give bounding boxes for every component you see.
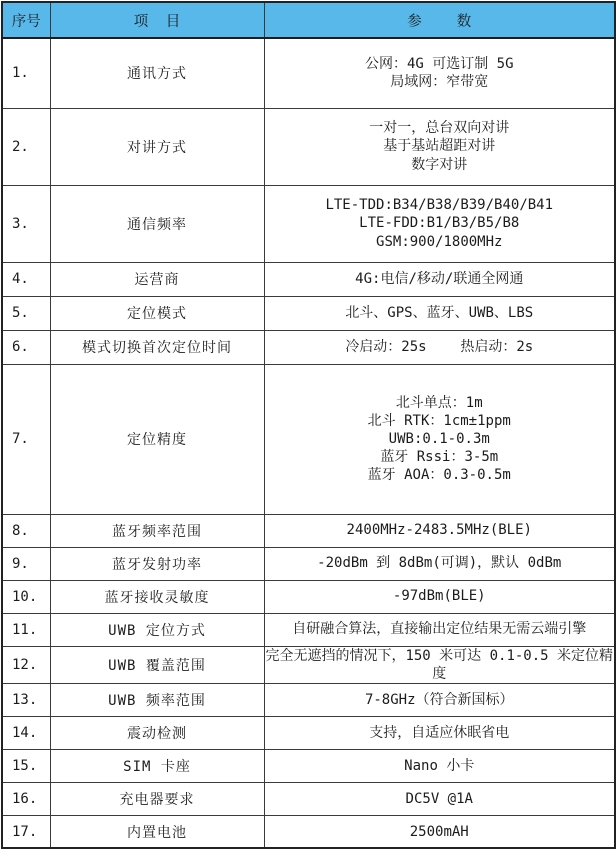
row-item-name: 蓝牙频率范围 [50,514,264,547]
row-index: 15. [2,749,50,782]
row-parameters [264,782,615,815]
row-parameters [264,514,615,547]
parameter-line: DC5V @1A [405,790,473,807]
header-row [2,2,615,38]
parameter-line: Nano 小卡 [404,757,475,774]
column-header-item: 项 目 [50,2,264,38]
parameter-lines [265,196,615,251]
row-parameters [264,38,615,108]
parameter-line: 4G:电信/移动/联通全网通 [355,270,524,287]
row-index: 9. [2,547,50,580]
parameter-line: -97dBm(BLE) [392,588,486,605]
parameter-line: 自研融合算法，直接输出定位结果无需云端引擎 [292,621,587,638]
parameter-lines [265,823,615,841]
table-row [2,580,615,613]
row-parameters [264,185,615,262]
row-parameters [264,613,615,646]
row-parameters [264,296,615,330]
spec-table-body [2,38,615,848]
table-row [2,613,615,646]
row-parameters [264,330,615,364]
table-row [2,716,615,749]
table-row [2,262,615,296]
parameter-lines [265,587,615,605]
table-row [2,185,615,262]
row-parameters [264,683,615,716]
row-item-name: 运营商 [50,262,264,296]
row-item-name: 定位精度 [50,364,264,514]
parameter-line: LTE-TDD:B34/B38/B39/B40/B41 [325,197,554,214]
table-row [2,547,615,580]
parameter-line: -20dBm 到 8dBm(可调)，默认 0dBm [317,555,562,572]
row-item-name: 震动检测 [50,716,264,749]
row-index: 6. [2,330,50,364]
parameter-lines [265,270,615,288]
row-item-name: SIM 卡座 [50,749,264,782]
parameter-line: 北斗、GPS、蓝牙、UWB、LBS [345,304,534,321]
row-parameters [264,547,615,580]
parameter-lines [265,338,615,356]
row-parameters [264,815,615,848]
parameter-lines [265,790,615,808]
row-item-name: 蓝牙接收灵敏度 [50,580,264,613]
row-index: 13. [2,683,50,716]
parameter-lines [265,554,615,572]
table-row [2,782,615,815]
parameter-line: 完全无遮挡的情况下，150 米可达 0.1-0.5 米定位精度 [265,647,614,682]
row-parameters [264,262,615,296]
table-row [2,514,615,547]
table-row [2,330,615,364]
table-row [2,296,615,330]
parameter-line: 冷启动：25s 热启动：2s [345,338,534,355]
parameter-line: 2400MHz-2483.5MHz(BLE) [346,522,532,539]
row-index: 8. [2,514,50,547]
parameter-line: 数字对讲 [411,156,468,173]
parameter-lines [265,55,615,91]
row-item-name: 通讯方式 [50,38,264,108]
parameter-lines [265,757,615,775]
spec-table [1,1,616,849]
parameter-line: 一对一，总台双向对讲 [369,120,510,137]
parameter-line: 蓝牙 AOA：0.3-0.5m [367,467,511,484]
parameter-line: 蓝牙 Rssi：3-5m [380,449,499,466]
table-row [2,815,615,848]
row-item-name: 对讲方式 [50,108,264,185]
row-parameters [264,108,615,185]
parameter-line: 支持，自适应休眠省电 [369,724,510,741]
row-item-name: 充电器要求 [50,782,264,815]
row-parameters [264,646,615,683]
parameter-line: 公网：4G 可选订制 5G [364,56,514,73]
row-item-name: 通信频率 [50,185,264,262]
row-index: 7. [2,364,50,514]
row-index: 16. [2,782,50,815]
parameter-lines [265,620,615,638]
row-index: 4. [2,262,50,296]
row-item-name: 模式切换首次定位时间 [50,330,264,364]
table-row [2,38,615,108]
row-item-name: UWB 覆盖范围 [50,646,264,683]
parameter-line: UWB:0.1-0.3m [388,430,490,447]
row-parameters [264,716,615,749]
parameter-lines [265,119,615,174]
row-index: 11. [2,613,50,646]
column-header-index: 序号 [2,2,50,38]
column-header-parameter: 参 数 [264,2,615,38]
parameter-lines [265,394,615,485]
table-row [2,749,615,782]
row-index: 17. [2,815,50,848]
parameter-line: 2500mAH [409,823,469,840]
parameter-lines [265,691,615,709]
parameter-line: 7-8GHz（符合新国标） [364,691,514,708]
parameter-lines [265,521,615,539]
parameter-lines [265,724,615,742]
parameter-lines [265,304,615,322]
row-parameters [264,580,615,613]
row-item-name: 蓝牙发射功率 [50,547,264,580]
table-row [2,108,615,185]
row-index: 14. [2,716,50,749]
parameter-line: 北斗 RTK：1cm±1ppm [367,412,511,429]
row-parameters [264,749,615,782]
row-item-name: UWB 频率范围 [50,683,264,716]
row-item-name: 定位模式 [50,296,264,330]
row-item-name: 内置电池 [50,815,264,848]
row-index: 1. [2,38,50,108]
parameter-line: 局域网：窄带宽 [390,74,489,91]
parameter-lines [265,647,615,683]
row-index: 2. [2,108,50,185]
parameter-line: LTE-FDD:B1/B3/B5/B8 [359,215,520,232]
table-row [2,683,615,716]
row-item-name: UWB 定位方式 [50,613,264,646]
row-index: 5. [2,296,50,330]
row-index: 3. [2,185,50,262]
row-index: 12. [2,646,50,683]
table-row [2,646,615,683]
table-row [2,364,615,514]
row-index: 10. [2,580,50,613]
row-parameters [264,364,615,514]
parameter-line: 北斗单点：1m [395,394,483,411]
parameter-line: GSM:900/1800MHz [376,233,503,250]
parameter-line: 基于基站超距对讲 [383,138,496,155]
